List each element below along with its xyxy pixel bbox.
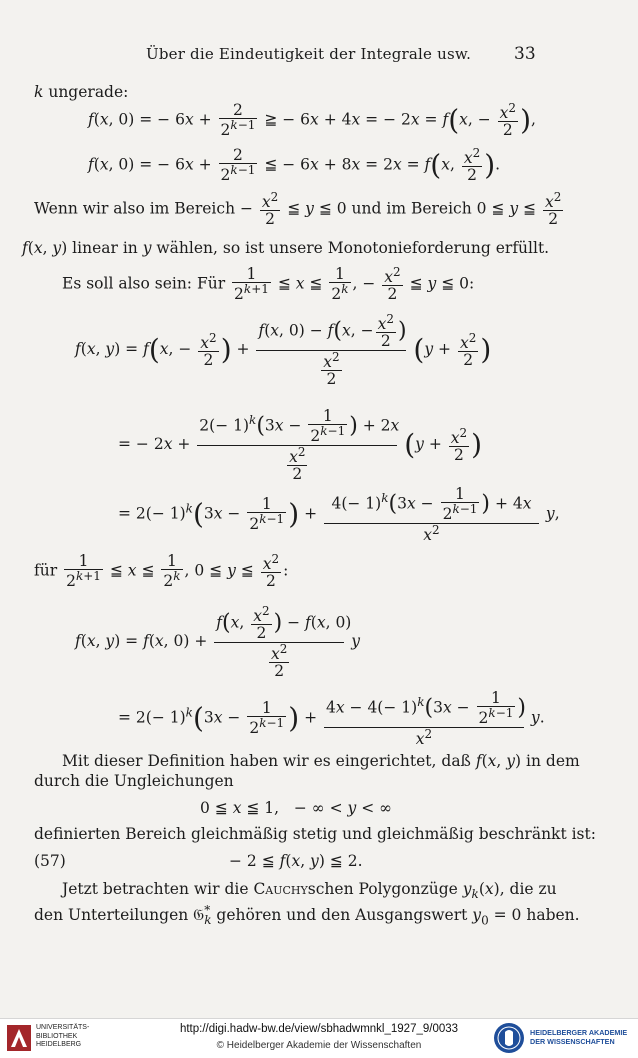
definierten-line: definierten Bereich gleichmäßig stetig und gleichmäßig beschränkt ist: bbox=[34, 825, 596, 843]
academy-name: HEIDELBERGER AKADEMIE DER WISSENSCHAFTEN bbox=[530, 1028, 628, 1046]
equation-fxy-1: f(x, y) = f(x, − $\frac{x^2}{2}$ ) + f(x, 0) − f(x, − $\frac{x^2}{2}$ ) $\frac{x^2}{2}$ (y + $\frac{x^2}{2}$ ) bbox=[75, 312, 492, 389]
equation-f-x0-1: f(x, 0) = − 6x + $\frac{2}{2^{k-1}}$ ≧ − 6x + 4x = − 2x = f(x, − $\frac{x^2}{2}$ ), bbox=[88, 101, 536, 140]
wenn-line: Wenn wir also im Bereich − $\frac{x^2}{2}$ ≦ y ≦ 0 und im Bereich 0 ≦ y ≦ $\frac{x^2}{2}$ bbox=[34, 190, 562, 229]
equation-57: − 2 ≦ f(x, y) ≦ 2. bbox=[229, 852, 363, 870]
es-soll-line: Es soll also sein: Für $\frac{1}{2^{k+1}}$ ≦ x ≦ $\frac{1}{2^k}$ , − $\frac{x^2}{2}$ ≦ y ≦ 0: bbox=[62, 265, 475, 304]
university-library-name: UNIVERSITÄTS- BIBLIOTHEK HEIDELBERG bbox=[36, 1024, 90, 1048]
equation-fxy-5: = $2(- 1)^k(3x$ − $\frac{1}{2^{k-1}}$ ) + $4x - 4(- 1)^k(3x$ − $\frac{1}{2^{k-1}}$ ) $x^2$ y. bbox=[118, 689, 545, 748]
running-header: Über die Eindeutigkeit der Integrale usw. bbox=[146, 45, 472, 63]
k-ungerade-line: k ungerade: bbox=[34, 83, 129, 101]
source-url-link[interactable]: http://digi.hadw-bw.de/view/sbhadwmnkl_1927_9/0033 bbox=[179, 1023, 459, 1035]
mit-dieser-line: Mit dieser Definition haben wir es eingerichtet, daß f(x, y) in dem bbox=[62, 752, 580, 770]
jetzt-line: Jetzt betrachten wir die Cauchyschen Polygonzüge $y_k(x)$, die zu bbox=[62, 880, 557, 902]
footer-bar bbox=[0, 1018, 638, 1058]
eq-57-number: (57) bbox=[34, 852, 66, 870]
page-number: 33 bbox=[514, 44, 536, 64]
linear-line: f(x, y) linear in y wählen, so ist unsere Monotonieforderung erfüllt. bbox=[22, 239, 550, 257]
fuer-line: für $\frac{1}{2^{k+1}}$ ≦ x ≦ $\frac{1}{2^k}$ , 0 ≦ y ≦ $\frac{x^2}{2}$ : bbox=[34, 552, 289, 591]
durch-line: durch die Ungleichungen bbox=[34, 772, 234, 790]
copyright-notice: © Heidelberger Akademie der Wissenschaften bbox=[216, 1040, 422, 1051]
academy-seal-icon bbox=[493, 1022, 525, 1054]
equation-fxy-4: f(x, y) = f(x, 0) + f(x, $\frac{x^2}{2}$ ) − f(x, 0) $\frac{x^2}{2}$ y bbox=[75, 604, 360, 681]
den-line: den Unterteilungen 𝔊*$_k$ gehören und den Ausgangswert $y_0 = 0$ haben. bbox=[34, 903, 580, 928]
inequalities-line: 0 ≦ x ≦ 1, − ∞ < y < ∞ bbox=[200, 799, 393, 817]
equation-f-x0-2: f(x, 0) = − 6x + $\frac{2}{2^{k-1}}$ ≦ − 6x + 8x = 2x = f(x, $\frac{x^2}{2}$ ). bbox=[88, 146, 501, 185]
equation-fxy-3: = $2(- 1)^k(3x$ − $\frac{1}{2^{k-1}}$ ) + $4(- 1)^k(3x$ − $\frac{1}{2^{k-1}}$ ) + 4x $x^2$ y, bbox=[118, 485, 560, 544]
equation-fxy-2: = − 2x + $2(- 1)^k(3x$ − $\frac{1}{2^{k-1}}$ ) + 2x $\frac{x^2}{2}$ (y + $\frac{x^2}{2}$ ) bbox=[118, 407, 483, 484]
